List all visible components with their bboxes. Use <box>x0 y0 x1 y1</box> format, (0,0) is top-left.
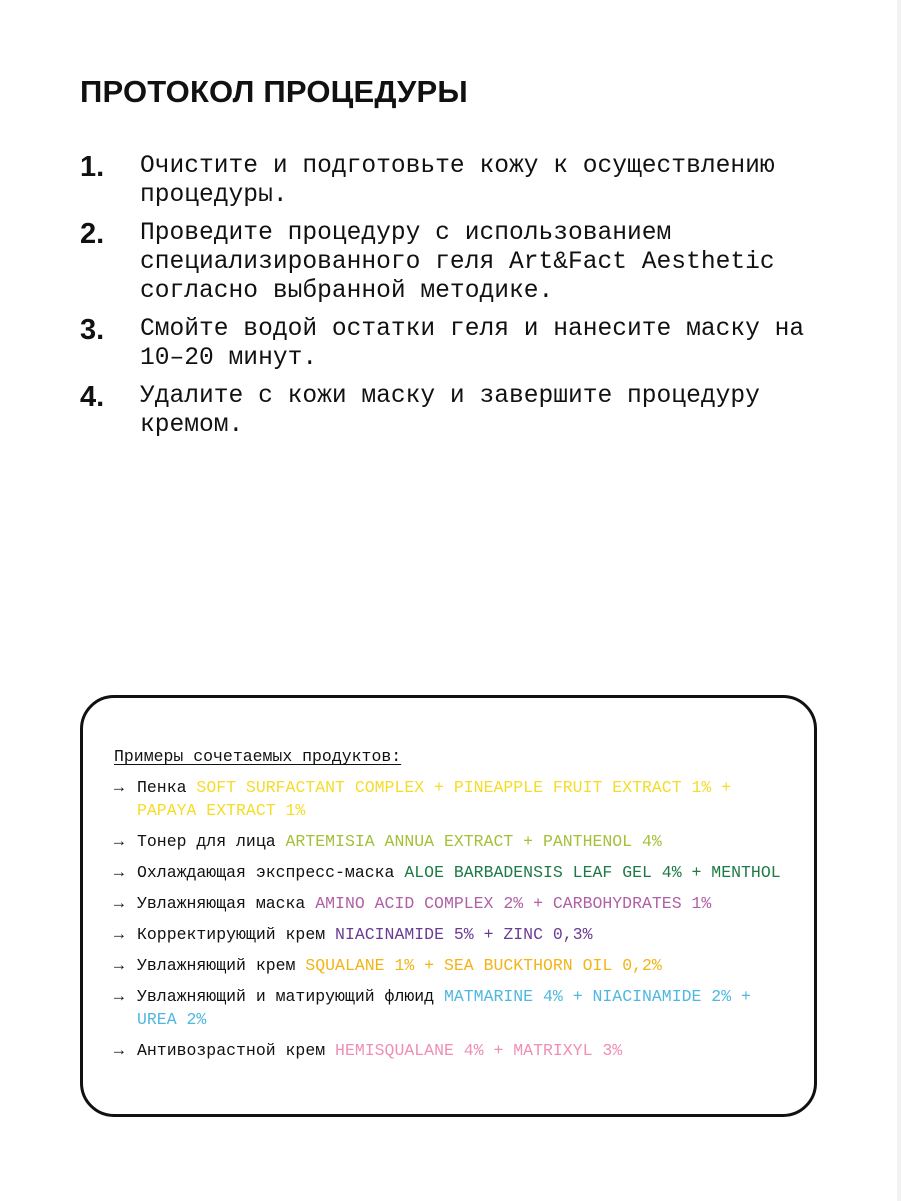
combination-item <box>114 830 794 853</box>
product-name: Увлажняющая маска <box>137 894 306 913</box>
combination-item <box>114 985 794 1031</box>
product-name: Антивозрастной крем <box>137 1041 326 1060</box>
product-name: Тонер для лица <box>137 832 276 851</box>
step-item <box>80 219 840 306</box>
arrow-right-icon: → <box>114 863 124 882</box>
page-edge <box>897 0 901 1201</box>
combinations-heading: Примеры сочетаемых продуктов: <box>114 747 402 766</box>
procedure-steps <box>80 152 840 449</box>
step-text: Смойте водой остатки геля и нанесите маску на 10–20 минут. <box>140 316 805 372</box>
arrow-right-icon: → <box>114 894 124 913</box>
step-item <box>80 152 840 210</box>
arrow-right-icon: → <box>114 987 124 1006</box>
arrow-right-icon: → <box>114 925 124 944</box>
arrow-right-icon: → <box>114 832 124 851</box>
ingredients: SQUALANE 1% + SEA BUCKTHORN OIL 0,2% <box>305 956 662 975</box>
product-name: Увлажняющий и матирующий флюид <box>137 987 435 1006</box>
combination-item <box>114 776 794 822</box>
product-name: Увлажняющий крем <box>137 956 296 975</box>
step-item <box>80 315 840 373</box>
step-number: 1. <box>80 151 105 183</box>
ingredients: SOFT SURFACTANT COMPLEX + PINEAPPLE FRUIT EXTRACT 1% + PAPAYA EXTRACT 1% <box>137 778 732 820</box>
combination-item <box>114 923 794 946</box>
combination-item <box>114 892 794 915</box>
ingredients: ARTEMISIA ANNUA EXTRACT + PANTHENOL 4% <box>285 832 662 851</box>
combination-item <box>114 861 794 884</box>
step-item <box>80 382 840 440</box>
ingredients: NIACINAMIDE 5% + ZINC 0,3% <box>335 925 593 944</box>
combination-item <box>114 1039 794 1062</box>
ingredients: ALOE BARBADENSIS LEAF GEL 4% + MENTHOL <box>404 863 781 882</box>
ingredients: HEMISQUALANE 4% + MATRIXYL 3% <box>335 1041 623 1060</box>
arrow-right-icon: → <box>114 778 124 797</box>
step-text: Удалите с кожи маску и завершите процедуру кремом. <box>140 383 760 439</box>
step-number: 4. <box>80 381 105 413</box>
step-number: 2. <box>80 218 105 250</box>
step-text: Очистите и подготовьте кожу к осуществлению процедуры. <box>140 153 775 209</box>
combinations-list <box>114 776 794 1070</box>
step-text: Проведите процедуру с использованием специализированного геля Art&Fact Aesthetic согласно выбранной методике. <box>140 220 775 305</box>
step-number: 3. <box>80 314 105 346</box>
combination-item <box>114 954 794 977</box>
ingredients: MATMARINE 4% + NIACINAMIDE 2% + UREA 2% <box>137 987 751 1029</box>
ingredients: AMINO ACID COMPLEX 2% + CARBOHYDRATES 1% <box>315 894 712 913</box>
page-title: ПРОТОКОЛ ПРОЦЕДУРЫ <box>80 74 468 109</box>
product-name: Пенка <box>137 778 187 797</box>
product-name: Охлаждающая экспресс-маска <box>137 863 395 882</box>
product-combinations-box <box>80 695 817 1117</box>
product-name: Корректирующий крем <box>137 925 326 944</box>
arrow-right-icon: → <box>114 956 124 975</box>
arrow-right-icon: → <box>114 1041 124 1060</box>
